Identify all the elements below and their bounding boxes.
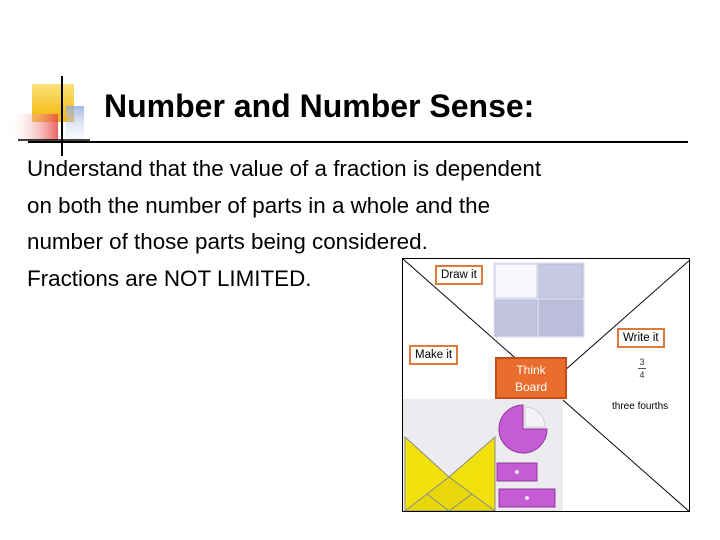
fraction-in-words: three fourths: [612, 401, 669, 412]
think-board-image: [402, 258, 690, 512]
center-label-line1: Think: [516, 363, 546, 377]
make-it-picture: [403, 399, 563, 512]
draw-it-label: Draw it: [435, 265, 483, 285]
slide-title: Number and Number Sense:: [104, 88, 535, 124]
fraction-numerator: 3: [639, 357, 645, 367]
body-line: on both the number of parts in a whole and the: [27, 192, 491, 218]
think-board-center: [495, 357, 567, 399]
make-it-label: Make it: [409, 345, 458, 365]
title-underline: [28, 141, 688, 143]
title-decoration-icon: [10, 76, 90, 156]
body-line: Understand that the value of a fraction is dependent: [27, 156, 542, 181]
draw-it-picture: [493, 262, 585, 338]
center-label-line2: Board: [514, 380, 548, 394]
fraction-bar: [638, 368, 646, 369]
fraction-denominator: 4: [639, 370, 645, 380]
write-it-label: Write it: [617, 328, 665, 348]
body-line: Fractions are NOT LIMITED.: [27, 265, 312, 291]
body-line: number of those parts being considered.: [27, 229, 428, 254]
